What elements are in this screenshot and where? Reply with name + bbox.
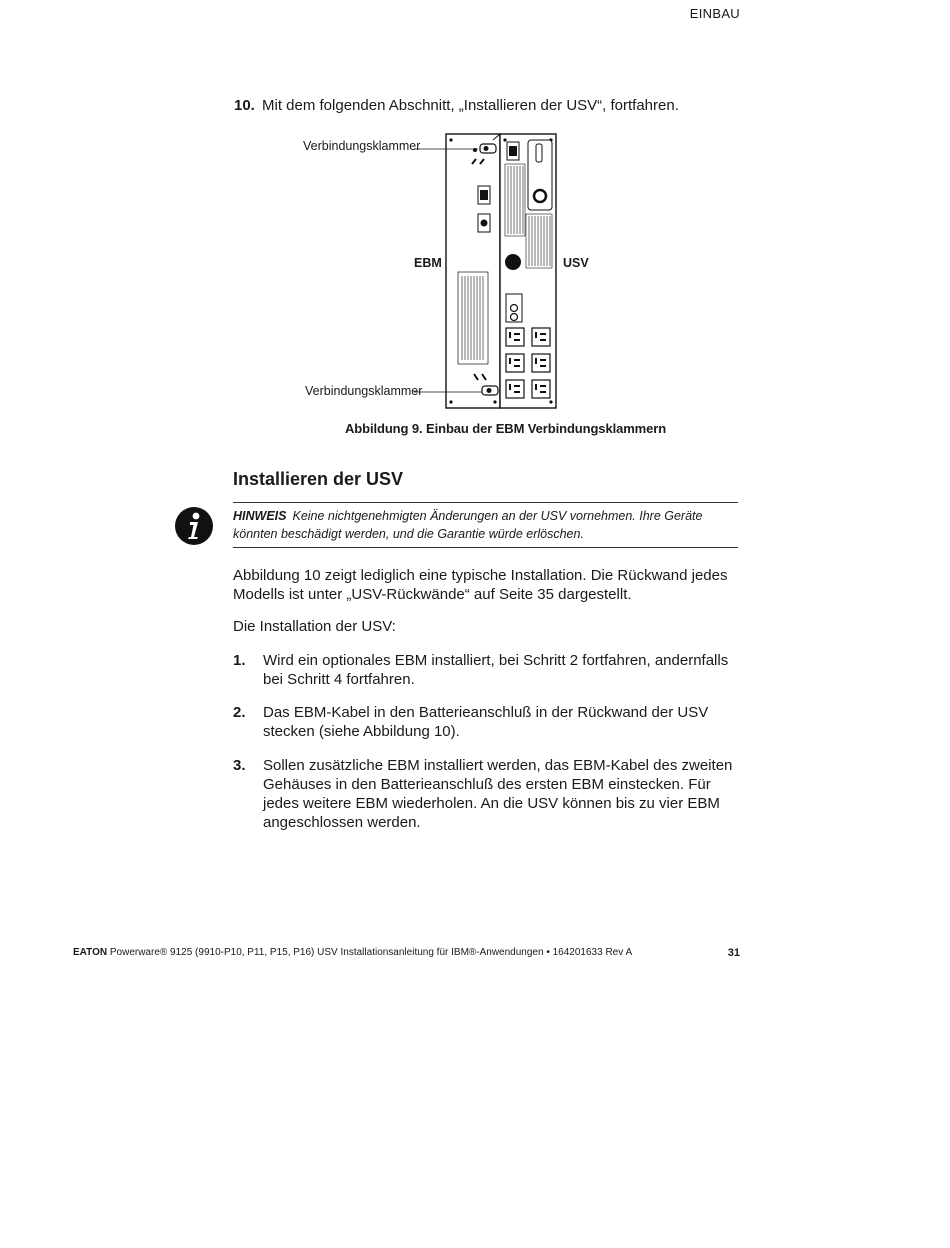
footer-brand: EATON (73, 947, 108, 958)
footer-text: Powerware® 9125 (9910-P10, P11, P15, P16) USV Installationsanleitung für IBM®-Anwendungen • 164201633 Rev A (109, 947, 633, 958)
label-usv: USV (563, 256, 589, 270)
step-number: 3. (233, 757, 246, 774)
info-icon (174, 506, 214, 546)
ebm-usv-diagram (300, 128, 600, 418)
list-item (233, 651, 738, 689)
step-text: Wird ein optionales EBM installiert, bei Schritt 2 fortfahren, andernfalls bei Schritt 4 fortfahren. (263, 652, 729, 688)
paragraph-intro: Abbildung 10 zeigt lediglich eine typische Installation. Die Rückwand jedes Modells ist unter „USV-Rückwände“ auf Seite 35 dargestellt. (233, 567, 728, 603)
step-text: Sollen zusätzliche EBM installiert werden, das EBM-Kabel des zweiten Gehäuses in den Batterieanschluß des ersten EBM einstecken. Für jedes weitere EBM wiederholen. An die USV können bis zu vier EBM angeschlossen werden. (263, 757, 733, 831)
page-number: 31 (727, 947, 740, 959)
note-box (233, 502, 738, 548)
label-bottom-bracket: Verbindungsklammer (305, 384, 423, 398)
label-ebm: EBM (414, 256, 442, 270)
running-header: EINBAU (689, 6, 740, 21)
label-top-bracket: Verbindungsklammer (303, 139, 421, 153)
note-text: Keine nichtgenehmigten Änderungen an der USV vornehmen. Ihre Geräte könnten beschädigt werden, und die Garantie würde erlöschen. (233, 509, 703, 541)
step-text: Das EBM-Kabel in den Batterieanschluß in der Rückwand der USV stecken (siehe Abbildung 10). (263, 704, 709, 740)
step-number: 1. (233, 652, 246, 669)
step-10 (234, 96, 754, 116)
footer-text-wrap (73, 947, 632, 959)
figure-caption: Abbildung 9. Einbau der EBM Verbindungsklammern (345, 421, 667, 436)
figure-ebm-usv (300, 128, 600, 418)
step-number: 2. (233, 704, 246, 721)
section-title: Installieren der USV (233, 469, 404, 489)
step-text: Mit dem folgenden Abschnitt, „Installieren der USV“, fortfahren. (262, 97, 679, 114)
note-label: HINWEIS (233, 509, 287, 523)
paragraph-installation: Die Installation der USV: (233, 618, 396, 635)
step-number: 10. (234, 97, 255, 114)
page-footer (73, 947, 740, 959)
list-item (233, 703, 738, 741)
list-item (233, 756, 738, 832)
